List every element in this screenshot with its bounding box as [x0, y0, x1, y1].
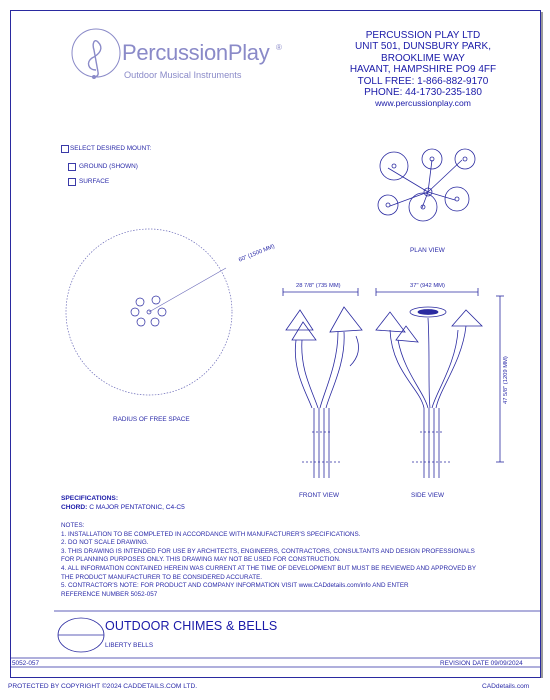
logo-tagline: Outdoor Musical Instruments — [124, 70, 242, 80]
plan-view-label: PLAN VIEW — [410, 247, 445, 254]
note-line: FOR PLANNING PURPOSES ONLY. THIS DRAWING MAY NOT BE USED FOR CONSTRUCTION. — [61, 556, 341, 564]
revision-date: REVISION DATE 09/09/2024 — [440, 660, 523, 667]
ground-checkbox[interactable] — [68, 163, 76, 171]
surface-option: SURFACE — [79, 178, 110, 185]
note-line: 2. DO NOT SCALE DRAWING. — [61, 539, 149, 547]
copyright-text: PROTECTED BY COPYRIGHT ©2024 CADDETAILS.COM LTD. — [8, 683, 198, 690]
notes-heading: NOTES: — [61, 522, 85, 529]
chord-spec — [61, 504, 185, 511]
note-line: 4. ALL INFORMATION CONTAINED HEREIN WAS CURRENT AT THE TIME OF DEVELOPMENT BUT MUST BE REVIEWED AND APPROVED BY — [61, 564, 477, 572]
specifications-heading: SPECIFICATIONS: — [61, 495, 119, 502]
company-line: BROOKLIME WAY — [381, 52, 465, 64]
company-info — [323, 30, 523, 110]
surface-checkbox[interactable] — [68, 178, 76, 186]
note-line: 5. CONTRACTOR'S NOTE: FOR PRODUCT AND COMPANY INFORMATION VISIT www.CADdetails.com/info AND ENTER — [61, 582, 409, 590]
company-line: TOLL FREE: 1-866-882-9170 — [357, 75, 489, 87]
logo-mark — [72, 29, 120, 79]
note-line: 1. INSTALLATION TO BE COMPLETED IN ACCORDANCE WITH MANUFACTURER'S SPECIFICATIONS. — [61, 530, 361, 538]
note-line: THE PRODUCT MANUFACTURER TO BE CONSIDERED ACCURATE. — [61, 573, 263, 581]
reference-number: 5052-057 — [12, 660, 40, 667]
plan-view-drawing — [378, 149, 475, 221]
height-dimension: 47 5/8" (1209 MM) — [503, 356, 509, 404]
caddetails-link[interactable]: CADdetails.com — [482, 683, 530, 690]
ground-option: GROUND (SHOWN) — [79, 163, 138, 170]
front-width-dimension: 28 7/8" (735 MM) — [296, 283, 341, 289]
note-line: REFERENCE NUMBER 5052-057 — [61, 590, 158, 598]
chord-value: C MAJOR PENTATONIC, C4-C5 — [89, 504, 185, 511]
mount-checkbox[interactable] — [61, 145, 69, 153]
notes-block — [61, 522, 476, 599]
note-line: 3. THIS DRAWING IS INTENDED FOR USE BY ARCHITECTS, ENGINEERS, CONTRACTORS, CONSULTANTS AND DESIGN PROFESSIONALS — [61, 547, 475, 555]
front-view-label: FRONT VIEW — [299, 492, 340, 499]
radius-dimension: 60" (1500 MM) — [238, 243, 276, 264]
drawing-title: OUTDOOR CHIMES & BELLS — [105, 619, 278, 633]
chord-label: CHORD: — [61, 504, 88, 511]
free-space-drawing — [66, 229, 232, 395]
drawing-subtitle: LIBERTY BELLS — [105, 642, 154, 649]
footer — [0, 678, 550, 700]
front-view-drawing — [283, 288, 362, 478]
logo-trademark: ® — [276, 43, 282, 52]
side-view-drawing — [376, 288, 504, 478]
company-line: PERCUSSION PLAY LTD — [365, 30, 481, 41]
company-website: www.percussionplay.com — [375, 98, 471, 109]
company-line: UNIT 501, DUNSBURY PARK, — [355, 41, 491, 53]
side-view-label: SIDE VIEW — [411, 492, 445, 499]
mount-heading: SELECT DESIRED MOUNT: — [70, 145, 152, 152]
company-line: HAVANT, HAMPSHIRE PO9 4FF — [349, 64, 497, 76]
company-line: PHONE: 44-1730-235-180 — [364, 87, 482, 99]
logo-brand: PercussionPlay — [122, 40, 270, 65]
radius-label: RADIUS OF FREE SPACE — [113, 416, 190, 423]
side-width-dimension: 37" (942 MM) — [410, 283, 445, 289]
